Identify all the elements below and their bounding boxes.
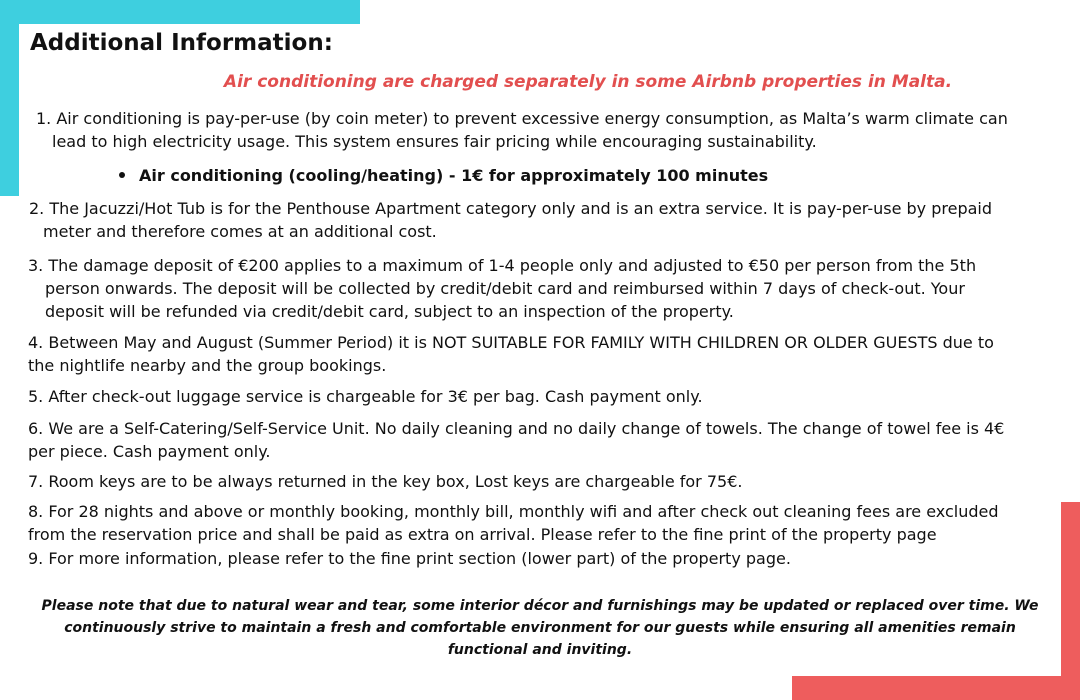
ac-notice-subtitle: Air conditioning are charged separately in some Airbnb properties in Malta. [223, 72, 953, 92]
info-item-7 [28, 470, 742, 493]
page-title: Additional Information: [30, 30, 333, 56]
info-item-line: 1. Air conditioning is pay-per-use (by coin meter) to prevent excessive energy consumption, as Malta’s warm climate can [36, 109, 1008, 128]
info-item-9 [28, 547, 791, 570]
info-item-line: 6. We are a Self-Catering/Self-Service Unit. No daily cleaning and no daily change of towels. The change of towel fee is 4€ [28, 419, 1005, 438]
bullet-dot-icon [119, 172, 125, 178]
info-item-3 [28, 254, 976, 323]
info-item-line: 9. For more information, please refer to the fine print section (lower part) of the property page. [28, 549, 791, 568]
info-item-line: 3. The damage deposit of €200 applies to a maximum of 1-4 people only and adjusted to €50 per person from the 5th [28, 256, 977, 275]
info-item-line: deposit will be refunded via credit/debit card, subject to an inspection of the property. [45, 302, 734, 321]
note-line: continuously strive to maintain a fresh and comfortable environment for our guests while ensuring all amenities remain [64, 620, 1016, 636]
note-line: Please note that due to natural wear and tear, some interior décor and furnishings may be updated or replaced over time. We [41, 598, 1039, 614]
info-item-2 [29, 197, 992, 243]
info-card [19, 24, 1061, 676]
info-item-6 [28, 417, 1004, 463]
info-item-line: 2. The Jacuzzi/Hot Tub is for the Penthouse Apartment category only and is an extra service. It is pay-per-use by prepaid [29, 199, 993, 218]
info-item-line: person onwards. The deposit will be collected by credit/debit card and reimbursed within 7 days of check-out. Your [45, 279, 965, 298]
info-item-line: per piece. Cash payment only. [28, 442, 271, 461]
ac-price-bullet [119, 164, 768, 187]
info-item-line: meter and therefore comes at an additional cost. [43, 222, 437, 241]
info-item-line: the nightlife nearby and the group bookings. [28, 356, 387, 375]
info-item-line: 5. After check-out luggage service is chargeable for 3€ per bag. Cash payment only. [28, 387, 703, 406]
info-item-line: lead to high electricity usage. This system ensures fair pricing while encouraging sustainability. [52, 132, 817, 151]
info-item-8 [28, 500, 999, 546]
note-line: functional and inviting. [447, 642, 633, 658]
info-item-1 [36, 107, 1008, 153]
info-item-line: from the reservation price and shall be paid as extra on arrival. Please refer to the fine print of the property page [28, 525, 937, 544]
info-item-line: 4. Between May and August (Summer Period) it is NOT SUITABLE FOR FAMILY WITH CHILDREN OR OLDER GUESTS due to [28, 333, 994, 352]
info-item-line: 7. Room keys are to be always returned in the key box, Lost keys are chargeable for 75€. [28, 472, 743, 491]
wear-and-tear-note [19, 595, 1061, 661]
info-item-line: 8. For 28 nights and above or monthly booking, monthly bill, monthly wifi and after check out cleaning fees are excluded [28, 502, 999, 521]
info-item-4 [28, 331, 994, 377]
info-item-5 [28, 385, 703, 408]
ac-price-text: Air conditioning (cooling/heating) - 1€ for approximately 100 minutes [139, 166, 769, 185]
